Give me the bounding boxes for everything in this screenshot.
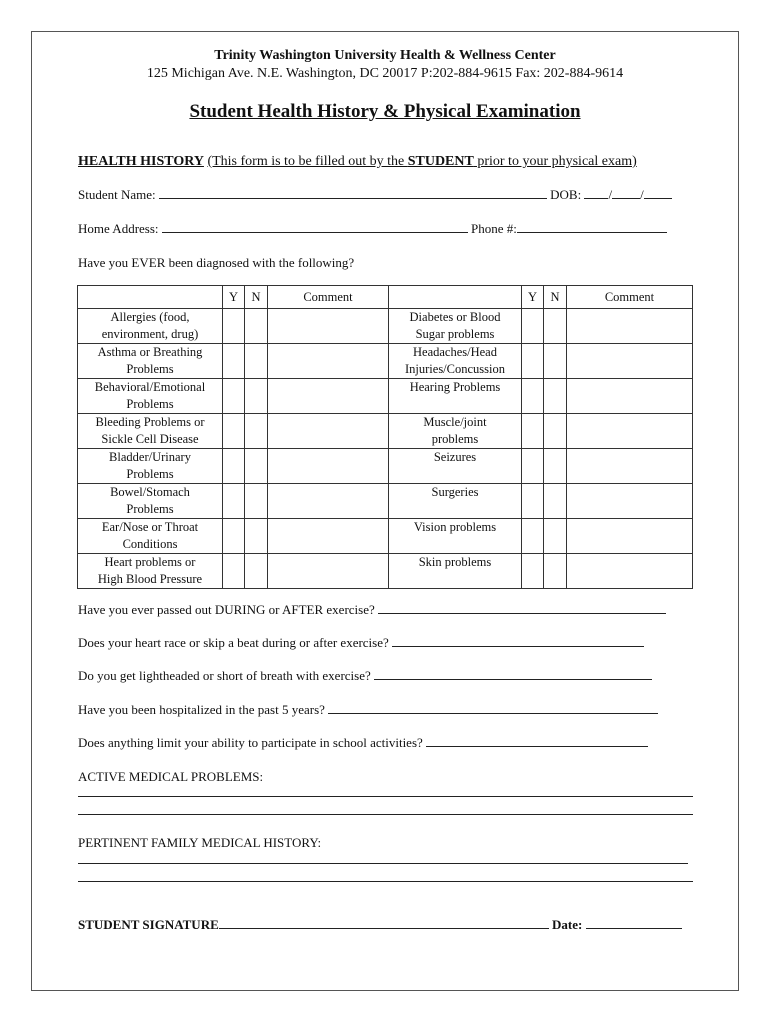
comment-cell[interactable] bbox=[268, 484, 389, 519]
col-no: N bbox=[544, 286, 567, 309]
home-address-row bbox=[78, 221, 667, 237]
condition-label: Surgeries bbox=[389, 484, 522, 519]
comment-cell[interactable] bbox=[268, 449, 389, 484]
table-row bbox=[78, 449, 693, 484]
answer-field[interactable] bbox=[426, 735, 648, 747]
question-hospitalized: Have you been hospitalized in the past 5 years? bbox=[78, 702, 325, 717]
yes-cell[interactable] bbox=[223, 554, 245, 589]
yes-cell[interactable] bbox=[522, 449, 544, 484]
question-lightheaded: Do you get lightheaded or short of breath with exercise? bbox=[78, 668, 371, 683]
condition-label: Bladder/Urinary Problems bbox=[78, 449, 223, 484]
condition-label: Bleeding Problems or Sickle Cell Disease bbox=[78, 414, 223, 449]
condition-label: Muscle/joint problems bbox=[389, 414, 522, 449]
table-row bbox=[78, 309, 693, 344]
col-no: N bbox=[245, 286, 268, 309]
yes-cell[interactable] bbox=[223, 414, 245, 449]
no-cell[interactable] bbox=[544, 309, 567, 344]
yes-cell[interactable] bbox=[522, 309, 544, 344]
yes-cell[interactable] bbox=[223, 449, 245, 484]
table-row bbox=[78, 519, 693, 554]
date-field[interactable] bbox=[586, 917, 682, 929]
condition-label: Headaches/Head Injuries/Concussion bbox=[389, 344, 522, 379]
dob-label: DOB: bbox=[550, 187, 582, 202]
yes-cell[interactable] bbox=[223, 344, 245, 379]
condition-label: Hearing Problems bbox=[389, 379, 522, 414]
no-cell[interactable] bbox=[544, 554, 567, 589]
comment-cell[interactable] bbox=[268, 344, 389, 379]
col-comment: Comment bbox=[567, 286, 693, 309]
condition-label: Allergies (food, environment, drug) bbox=[78, 309, 223, 344]
yes-cell[interactable] bbox=[223, 484, 245, 519]
comment-cell[interactable] bbox=[268, 309, 389, 344]
col-yes: Y bbox=[522, 286, 544, 309]
no-cell[interactable] bbox=[544, 379, 567, 414]
table-row bbox=[78, 379, 693, 414]
yes-cell[interactable] bbox=[522, 344, 544, 379]
answer-field[interactable] bbox=[392, 635, 644, 647]
yes-cell[interactable] bbox=[522, 414, 544, 449]
comment-cell[interactable] bbox=[567, 344, 693, 379]
phone-label: Phone #: bbox=[471, 221, 517, 236]
comment-cell[interactable] bbox=[567, 379, 693, 414]
yes-cell[interactable] bbox=[522, 554, 544, 589]
table-row bbox=[78, 414, 693, 449]
col-yes: Y bbox=[223, 286, 245, 309]
comment-cell[interactable] bbox=[268, 379, 389, 414]
dob-day-field[interactable] bbox=[612, 187, 640, 199]
date-label: Date: bbox=[552, 917, 583, 932]
no-cell[interactable] bbox=[544, 414, 567, 449]
family-history-line[interactable] bbox=[78, 863, 688, 864]
no-cell[interactable] bbox=[245, 379, 268, 414]
no-cell[interactable] bbox=[245, 449, 268, 484]
comment-cell[interactable] bbox=[567, 309, 693, 344]
condition-label: Heart problems or High Blood Pressure bbox=[78, 554, 223, 589]
signature-field[interactable] bbox=[219, 917, 549, 929]
diagnosed-question: Have you EVER been diagnosed with the following? bbox=[78, 255, 355, 270]
no-cell[interactable] bbox=[544, 519, 567, 554]
comment-cell[interactable] bbox=[268, 519, 389, 554]
active-problems-line[interactable] bbox=[78, 796, 693, 797]
no-cell[interactable] bbox=[544, 344, 567, 379]
comment-cell[interactable] bbox=[268, 414, 389, 449]
comment-cell[interactable] bbox=[567, 554, 693, 589]
active-medical-problems-label: ACTIVE MEDICAL PROBLEMS: bbox=[78, 769, 264, 784]
question-row bbox=[78, 635, 644, 651]
question-row bbox=[78, 735, 648, 751]
no-cell[interactable] bbox=[245, 554, 268, 589]
home-address-field[interactable] bbox=[162, 221, 468, 233]
student-name-label: Student Name: bbox=[78, 187, 156, 202]
form-title: Student Health History & Physical Examination bbox=[189, 101, 581, 122]
phone-field[interactable] bbox=[517, 221, 667, 233]
condition-label: Asthma or Breathing Problems bbox=[78, 344, 223, 379]
comment-cell[interactable] bbox=[567, 414, 693, 449]
condition-label: Skin problems bbox=[389, 554, 522, 589]
condition-label: Ear/Nose or Throat Conditions bbox=[78, 519, 223, 554]
student-name-field[interactable] bbox=[159, 187, 547, 199]
condition-label: Behavioral/Emotional Problems bbox=[78, 379, 223, 414]
no-cell[interactable] bbox=[245, 519, 268, 554]
no-cell[interactable] bbox=[245, 414, 268, 449]
answer-field[interactable] bbox=[378, 602, 666, 614]
answer-field[interactable] bbox=[374, 668, 652, 680]
table-row bbox=[78, 554, 693, 589]
question-heart-race: Does your heart race or skip a beat during or after exercise? bbox=[78, 635, 389, 650]
comment-cell[interactable] bbox=[567, 484, 693, 519]
condition-label: Bowel/Stomach Problems bbox=[78, 484, 223, 519]
dob-year-field[interactable] bbox=[644, 187, 672, 199]
comment-cell[interactable] bbox=[567, 519, 693, 554]
no-cell[interactable] bbox=[245, 344, 268, 379]
org-address: 125 Michigan Ave. N.E. Washington, DC 20017 P:202-884-9615 Fax: 202-884-9614 bbox=[146, 66, 624, 81]
question-limit-activities: Does anything limit your ability to participate in school activities? bbox=[78, 735, 423, 750]
comment-cell[interactable] bbox=[567, 449, 693, 484]
question-row bbox=[78, 702, 658, 718]
question-passed-out: Have you ever passed out DURING or AFTER exercise? bbox=[78, 602, 375, 617]
student-name-row: Student Name: DOB: / / bbox=[78, 187, 672, 203]
col-comment: Comment bbox=[268, 286, 389, 309]
question-row bbox=[78, 668, 652, 684]
table-row bbox=[78, 484, 693, 519]
family-history-line[interactable] bbox=[78, 881, 693, 882]
active-problems-line[interactable] bbox=[78, 814, 693, 815]
yes-cell[interactable] bbox=[522, 519, 544, 554]
yes-cell[interactable] bbox=[522, 484, 544, 519]
signature-label: STUDENT SIGNATURE bbox=[78, 917, 219, 932]
condition-label: Vision problems bbox=[389, 519, 522, 554]
yes-cell[interactable] bbox=[522, 379, 544, 414]
dob-month-field[interactable] bbox=[584, 187, 608, 199]
answer-field[interactable] bbox=[328, 702, 658, 714]
table-row bbox=[78, 344, 693, 379]
condition-label: Seizures bbox=[389, 449, 522, 484]
comment-cell[interactable] bbox=[268, 554, 389, 589]
yes-cell[interactable] bbox=[223, 309, 245, 344]
org-name: Trinity Washington University Health & Wellness Center bbox=[214, 48, 556, 63]
yes-cell[interactable] bbox=[223, 519, 245, 554]
health-history-heading: HEALTH HISTORY (This form is to be filled out by the STUDENT prior to your physical exam) bbox=[78, 154, 637, 169]
no-cell[interactable] bbox=[245, 309, 268, 344]
table-header-row bbox=[78, 286, 693, 309]
signature-row bbox=[78, 917, 682, 933]
diagnosis-table bbox=[77, 285, 693, 589]
no-cell[interactable] bbox=[544, 484, 567, 519]
question-row bbox=[78, 602, 666, 618]
yes-cell[interactable] bbox=[223, 379, 245, 414]
home-address-label: Home Address: bbox=[78, 221, 159, 236]
no-cell[interactable] bbox=[544, 449, 567, 484]
family-history-label: PERTINENT FAMILY MEDICAL HISTORY: bbox=[78, 835, 322, 850]
condition-label: Diabetes or Blood Sugar problems bbox=[389, 309, 522, 344]
no-cell[interactable] bbox=[245, 484, 268, 519]
